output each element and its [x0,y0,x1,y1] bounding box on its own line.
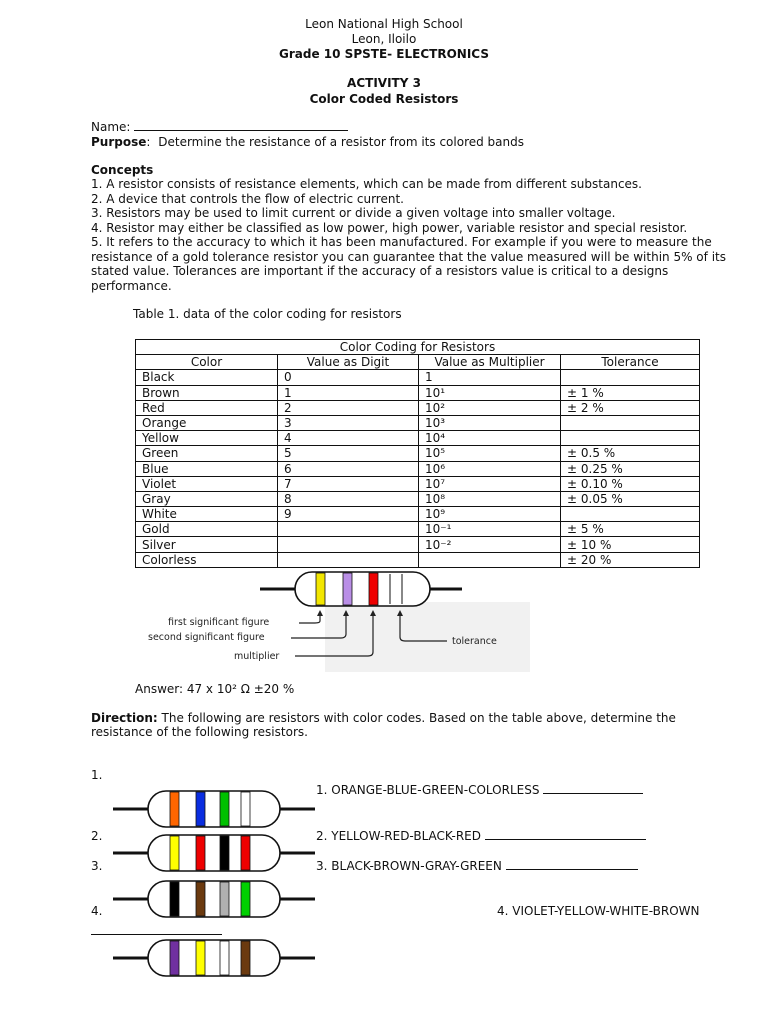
cell-color: Yellow [136,431,278,446]
table-row [136,507,700,522]
color-code-table [135,339,700,568]
color-band [196,882,205,916]
purpose-text: Determine the resistance of a resistor from its colored bands [158,135,524,149]
direction-text-2: resistance of the following resistors. [91,725,308,739]
cell-tolerance: ± 1 % [561,385,700,400]
activity-title: Color Coded Resistors [309,92,459,106]
cell-color: Violet [136,476,278,491]
color-band [241,882,250,916]
concepts-list [91,177,731,293]
cell-multiplier: 10⁹ [419,507,561,522]
color-band [220,882,229,916]
direction-label: Direction: [91,711,158,725]
table-row [136,491,700,506]
label-tolerance: tolerance [452,636,497,647]
concepts-heading: Concepts [91,163,154,177]
cell-tolerance: ± 2 % [561,400,700,415]
cell-multiplier: 10⁷ [419,476,561,491]
name-line [91,120,348,134]
resistor-body [148,881,280,917]
concept-item: 2. A device that controls the flow of electric current. [91,191,404,206]
cell-color: White [136,507,278,522]
color-band [170,941,179,975]
cell-color: Gold [136,522,278,537]
example-band [343,573,352,605]
direction-text: The following are resistors with color codes. Based on the table above, determine the [161,711,676,725]
concept-item: 3. Resistors may be used to limit current or divide a given voltage into smaller voltage. [91,206,616,220]
question-resistors [110,785,320,985]
cell-multiplier: 10⁶ [419,461,561,476]
color-band [220,792,229,826]
table-row [136,415,700,430]
direction-paragraph [91,711,731,739]
name-label: Name: [91,120,131,134]
cell-multiplier: 10³ [419,415,561,430]
question-number-4: 4. [91,904,103,918]
purpose-colon: : [146,135,151,149]
example-bands [316,573,378,605]
table-row [136,446,700,461]
question-4-text: 4. VIOLET-YELLOW-WHITE-BROWN [497,904,700,918]
cell-digit: 5 [278,446,419,461]
question-1 [316,783,643,797]
arrowhead [317,610,323,616]
purpose-label: Purpose [91,135,147,149]
col-header-digit: Value as Digit [278,355,419,370]
cell-digit: 8 [278,491,419,506]
resistor-body [148,940,280,976]
question-1-text: 1. ORANGE-BLUE-GREEN-COLORLESS [316,783,540,797]
cell-multiplier: 10¹ [419,385,561,400]
question-2 [316,829,646,843]
name-blank[interactable] [134,130,348,131]
cell-digit: 1 [278,385,419,400]
diagram-background [325,602,530,672]
question-3 [316,859,638,873]
table-row [136,431,700,446]
cell-color: Colorless [136,552,278,567]
cell-digit: 6 [278,461,419,476]
cell-tolerance: ± 20 % [561,552,700,567]
cell-multiplier: 10⁴ [419,431,561,446]
cell-tolerance: ± 0.05 % [561,491,700,506]
example-band [369,573,378,605]
col-header-tolerance: Tolerance [561,355,700,370]
pointer-first [299,614,320,623]
cell-digit: 9 [278,507,419,522]
col-header-multiplier: Value as Multiplier [419,355,561,370]
cell-color: Green [136,446,278,461]
cell-tolerance: ± 0.25 % [561,461,700,476]
resistor-body [295,572,430,606]
answer-blank-1[interactable] [543,793,643,794]
cell-multiplier: 10⁻² [419,537,561,552]
cell-tolerance: ± 5 % [561,522,700,537]
cell-digit: 3 [278,415,419,430]
color-band [220,836,229,870]
cell-digit: 4 [278,431,419,446]
resistor-2 [113,835,315,871]
label-multiplier: multiplier [234,651,280,662]
question-2-text: 2. YELLOW-RED-BLACK-RED [316,829,482,843]
color-band [170,836,179,870]
resistor-4 [113,940,315,976]
color-band [241,941,250,975]
example-answer: Answer: 47 x 10² Ω ±20 % [135,682,295,696]
cell-tolerance [561,370,700,385]
cell-tolerance [561,415,700,430]
activity-number: ACTIVITY 3 [347,76,421,90]
table-title: Color Coding for Resistors [136,340,700,355]
concept-item: 4. Resistor may either be classified as low power, high power, variable resistor and special resistor. [91,220,688,235]
cell-multiplier: 10⁸ [419,491,561,506]
cell-digit [278,537,419,552]
school-location: Leon, Iloilo [351,32,417,46]
example-resistor-diagram [255,566,545,676]
cell-digit: 7 [278,476,419,491]
school-name: Leon National High School [305,17,463,31]
resistor-3 [113,881,315,917]
cell-tolerance: ± 0.5 % [561,446,700,461]
col-header-color: Color [136,355,278,370]
cell-multiplier: 1 [419,370,561,385]
color-band [170,882,179,916]
resistor-1 [113,791,315,827]
color-band [196,836,205,870]
resistor-body [148,791,280,827]
cell-color: Orange [136,415,278,430]
concept-item: performance. [91,278,172,293]
concept-item: stated value. Tolerances are important if the accuracy of a resistors value is critical to a designs [91,264,669,278]
cell-digit [278,522,419,537]
purpose-line [91,135,524,149]
table-row [136,461,700,476]
cell-color: Brown [136,385,278,400]
cell-tolerance [561,431,700,446]
cell-multiplier: 10² [419,400,561,415]
cell-digit: 0 [278,370,419,385]
answer-blank-2[interactable] [485,839,646,840]
table-row [136,370,700,385]
table-row [136,400,700,415]
question-number-2: 2. [91,829,103,843]
concept-item: 5. It refers to the accuracy to which it has been manufactured. For example if you were to measure the [91,235,712,249]
cell-tolerance: ± 0.10 % [561,476,700,491]
cell-multiplier: 10⁵ [419,446,561,461]
table-caption: Table 1. data of the color coding for resistors [133,307,402,321]
cell-color: Gray [136,491,278,506]
color-band [241,836,250,870]
cell-color: Red [136,400,278,415]
cell-color: Black [136,370,278,385]
cell-tolerance [561,507,700,522]
cell-digit: 2 [278,400,419,415]
label-second-figure: second significant figure [148,632,265,643]
cell-color: Blue [136,461,278,476]
color-band [196,792,205,826]
course-title: Grade 10 SPSTE- ELECTRONICS [279,47,489,61]
question-number-1: 1. [91,768,103,782]
question-number-3: 3. [91,859,103,873]
example-band [316,573,325,605]
resistor-body [148,835,280,871]
cell-tolerance: ± 10 % [561,537,700,552]
table-row [136,385,700,400]
color-band [220,941,229,975]
cell-multiplier: 10⁻¹ [419,522,561,537]
cell-color: Silver [136,537,278,552]
concept-item: resistance of a gold tolerance resistor you can guarantee that the value measured will be within 5% of its [91,249,726,264]
answer-blank-3[interactable] [506,869,638,870]
color-band [170,792,179,826]
label-first-figure: first significant figure [168,617,270,628]
table-row [136,522,700,537]
concept-item: 1. A resistor consists of resistance elements, which can be made from different substances. [91,177,642,191]
question-3-text: 3. BLACK-BROWN-GRAY-GREEN [316,859,502,873]
color-band [196,941,205,975]
table-row [136,476,700,491]
table-row [136,537,700,552]
